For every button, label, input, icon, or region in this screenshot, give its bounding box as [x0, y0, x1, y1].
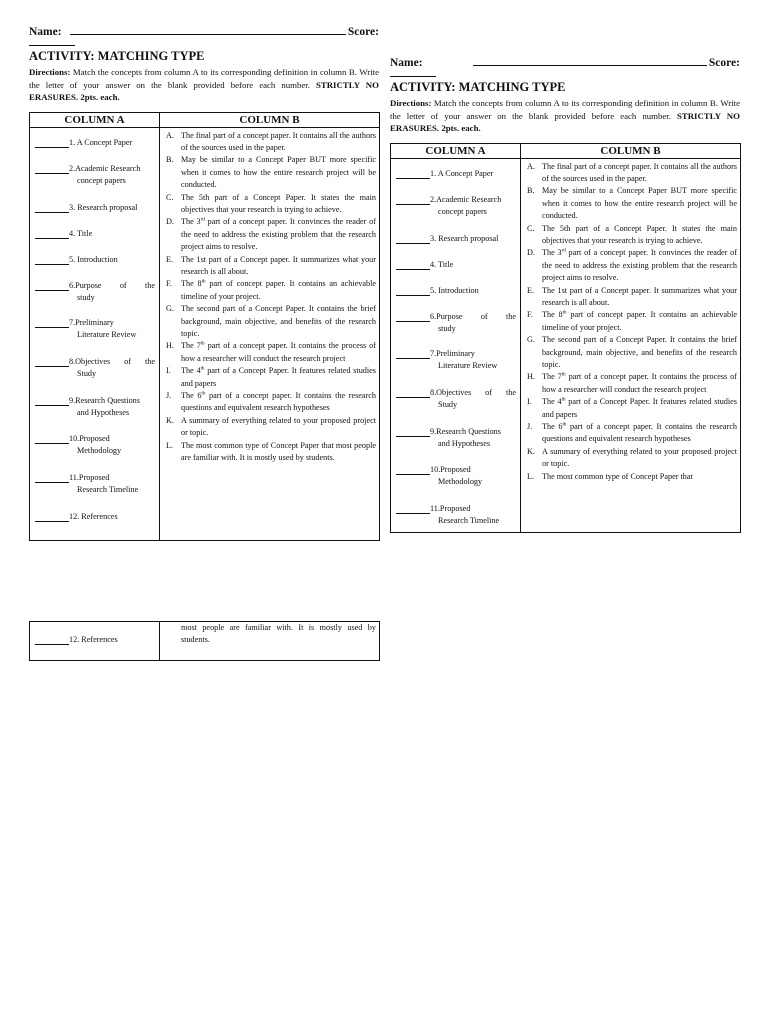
column-a-header: COLUMN A: [391, 143, 521, 158]
question-row: [35, 254, 155, 266]
question-row: [35, 395, 155, 407]
choice-item: G. The second part of a Concept Paper. It contains the brief background, main objective, and benefits of the research topic.: [166, 304, 376, 338]
question-text: 3. Research proposal: [69, 202, 138, 212]
question-text: 8.Objectives of the: [430, 387, 516, 397]
choice-item: H. The 7th part of a concept paper. It contains the process of how a researcher will conduct the research project: [527, 372, 737, 394]
answer-blank[interactable]: [35, 433, 69, 444]
question-row: [35, 317, 155, 329]
question-row: [35, 202, 155, 214]
choice-item: D. The 3rd part of a concept paper. It convinces the reader of the need to address the existing problem that the research project aims to resolve.: [527, 248, 737, 283]
answer-blank[interactable]: [35, 356, 69, 367]
answer-blank[interactable]: [35, 254, 69, 265]
choice-item: J. The 6th part of a concept paper. It contains the research questions and equivalent research hypotheses: [166, 391, 376, 413]
score-label: Score:: [347, 26, 379, 38]
answer-blank[interactable]: [396, 464, 430, 475]
column-a-cell: [391, 158, 521, 532]
question-row: [35, 356, 155, 368]
continuation-question-cell: [30, 622, 160, 661]
choice-list: [521, 159, 740, 484]
question-row: [396, 194, 516, 206]
worksheet-left: [29, 26, 379, 541]
question-text: 4. Title: [69, 228, 93, 238]
answer-blank[interactable]: [396, 233, 430, 244]
answer-blank[interactable]: [35, 317, 69, 328]
choice-item: B. May be similar to a Concept Paper BUT more specific when it comes to how the entire research project will be conducted.: [166, 155, 376, 190]
question-text: 7.Preliminary: [69, 317, 114, 327]
answer-blank[interactable]: [396, 168, 430, 179]
answer-blank[interactable]: [396, 348, 430, 359]
question-continuation: Study: [77, 368, 97, 378]
choice-item: I. The 4th part of a Concept Paper. It features related studies and papers: [166, 366, 376, 388]
directions-label: Directions:: [390, 98, 432, 108]
choice-item: D. The 3rd part of a concept paper. It convinces the reader of the need to address the existing problem that the research project aims to resolve.: [166, 217, 376, 252]
question-text: 4. Title: [430, 259, 454, 269]
column-b-header: COLUMN B: [521, 143, 741, 158]
question-text: 1. A Concept Paper: [430, 168, 494, 178]
name-score-line: [390, 57, 740, 69]
directions-text: Match the concepts from column A to its corresponding definition in column B. Write the letter of your answer on the blank provided before each number.: [29, 67, 379, 90]
question-text: 9.Research Questions: [430, 426, 501, 436]
directions: [29, 66, 379, 104]
choice-item: F. The 8th part of concept paper. It contains an achievable timeline of your project.: [166, 279, 376, 301]
question-text: 6.Purpose of the: [69, 280, 155, 290]
question-row: [396, 233, 516, 245]
question-continuation: study: [77, 292, 95, 302]
question-row: [35, 634, 155, 646]
continuation-text-cell: [160, 622, 380, 661]
choice-item: A. The final part of a concept paper. It contains all the authors of the sources used in the paper.: [527, 161, 737, 183]
choice-item: J. The 6th part of a concept paper. It contains the research questions and equivalent research hypotheses: [527, 422, 737, 444]
directions-label: Directions:: [29, 67, 71, 77]
column-b-cell: [521, 158, 741, 532]
directions-emphasis: STRICTLY NO ERASURES. 2pts. each.: [29, 79, 379, 102]
question-row: [35, 280, 155, 292]
question-continuation: Study: [438, 399, 458, 409]
name-label: Name:: [29, 26, 62, 38]
question-text: 1. A Concept Paper: [69, 137, 133, 147]
question-row: [35, 433, 155, 445]
question-row: [396, 464, 516, 476]
choice-item: K. A summary of everything related to your proposed project or topic.: [527, 446, 737, 469]
question-continuation: concept papers: [438, 206, 487, 216]
directions-emphasis: STRICTLY NO ERASURES. 2pts. each.: [390, 110, 740, 133]
answer-blank[interactable]: [396, 259, 430, 270]
question-text: 12. References: [69, 511, 118, 521]
question-row: [35, 137, 155, 149]
question-text: 11.Proposed: [69, 472, 110, 482]
answer-blank[interactable]: [35, 280, 69, 291]
answer-blank[interactable]: [396, 311, 430, 322]
question-continuation: and Hypotheses: [77, 407, 130, 417]
question-row: [396, 259, 516, 271]
answer-blank[interactable]: [396, 387, 430, 398]
score-blank[interactable]: [29, 38, 75, 46]
question-continuation: Methodology: [438, 476, 483, 486]
question-row: [35, 228, 155, 240]
choice-item: L. The most common type of Concept Paper that most people are familiar with. It is mostly used by students.: [166, 440, 376, 463]
question-text: 6.Purpose of the: [430, 311, 516, 321]
choice-item: C. The 5th part of a Concept Paper. It states the main objectives that your research is trying to achieve.: [527, 223, 737, 245]
question-text: 2.Academic Research: [430, 194, 502, 204]
choice-item: K. A summary of everything related to your proposed project or topic.: [166, 415, 376, 438]
choice-item: B. May be similar to a Concept Paper BUT more specific when it comes to how the entire research project will be conducted.: [527, 186, 737, 221]
question-continuation: Research Timeline: [77, 484, 139, 494]
continuation-text: most people are familiar with. It is mostly used by students.: [181, 623, 376, 645]
name-blank[interactable]: [70, 26, 346, 35]
question-text: 10.Proposed: [69, 433, 110, 443]
score-blank[interactable]: [390, 69, 436, 77]
activity-title: ACTIVITY: MATCHING TYPE: [29, 49, 205, 63]
answer-blank[interactable]: [35, 202, 69, 213]
choice-item: F. The 8th part of concept paper. It contains an achievable timeline of your project.: [527, 310, 737, 332]
answer-blank[interactable]: [35, 511, 69, 522]
column-a-cell: [30, 127, 160, 540]
question-row: [396, 168, 516, 180]
column-b-cell: [160, 127, 380, 540]
name-blank[interactable]: [473, 57, 707, 66]
question-row: [396, 311, 516, 323]
choice-item: E. The 1st part of a Concept paper. It summarizes what your research is all about.: [166, 254, 376, 276]
choice-item: G. The second part of a Concept Paper. It contains the brief background, main objective, and benefits of the research topic.: [527, 335, 737, 369]
name-score-line: [29, 26, 379, 38]
question-row: [396, 285, 516, 297]
question-continuation: Literature Review: [77, 329, 137, 339]
score-label: Score:: [708, 57, 740, 69]
answer-blank[interactable]: [396, 285, 430, 296]
question-row: [35, 163, 155, 175]
question-continuation: Literature Review: [438, 360, 498, 370]
answer-blank[interactable]: [396, 194, 430, 205]
continuation-table: [29, 621, 380, 661]
choice-item: A. The final part of a concept paper. It contains all the authors of the sources used in the paper.: [166, 130, 376, 152]
matching-table: [29, 112, 380, 541]
question-text: 8.Objectives of the: [69, 356, 155, 366]
question-row: [35, 472, 155, 484]
choice-item: C. The 5th part of a Concept Paper. It states the main objectives that your research is trying to achieve.: [166, 192, 376, 214]
question-text: 11.Proposed: [430, 503, 471, 513]
question-continuation: Research Timeline: [438, 515, 500, 525]
answer-blank[interactable]: [35, 395, 69, 406]
question-text: 9.Research Questions: [69, 395, 140, 405]
worksheet-right: [390, 57, 740, 533]
choice-item: E. The 1st part of a Concept paper. It summarizes what your research is all about.: [527, 285, 737, 307]
question-text: 5. Introduction: [69, 254, 118, 264]
question-row: [396, 503, 516, 515]
question-continuation: concept papers: [77, 175, 126, 185]
question-row: [396, 348, 516, 360]
answer-blank[interactable]: [35, 137, 69, 148]
question-text: 3. Research proposal: [430, 233, 499, 243]
choice-item-partial: L. The most common type of Concept Paper that: [527, 471, 693, 481]
question-row: [396, 387, 516, 399]
answer-blank[interactable]: [396, 503, 430, 514]
question-text: 5. Introduction: [430, 285, 479, 295]
question-text: 10.Proposed: [430, 464, 471, 474]
choice-item: I. The 4th part of a Concept Paper. It features related studies and papers: [527, 397, 737, 419]
question-continuation: study: [438, 323, 456, 333]
answer-blank[interactable]: [35, 163, 69, 174]
answer-blank[interactable]: [35, 228, 69, 239]
name-label: Name:: [390, 57, 423, 69]
question-row: [396, 426, 516, 438]
question-text: 12. References: [69, 635, 118, 644]
directions: [390, 97, 740, 135]
directions-text: Match the concepts from column A to its corresponding definition in column B. Write the letter of your answer on the blank provided before each number.: [390, 98, 740, 121]
choice-list: [160, 128, 379, 465]
answer-blank[interactable]: [35, 472, 69, 483]
answer-blank[interactable]: [396, 426, 430, 437]
question-continuation: and Hypotheses: [438, 438, 491, 448]
answer-blank[interactable]: [35, 634, 69, 645]
activity-title: ACTIVITY: MATCHING TYPE: [390, 80, 566, 94]
question-text: 2.Academic Research: [69, 163, 141, 173]
column-b-header: COLUMN B: [160, 112, 380, 127]
question-row: [35, 511, 155, 523]
continuation-box: [29, 621, 380, 661]
question-continuation: Methodology: [77, 445, 122, 455]
question-text: 7.Preliminary: [430, 348, 475, 358]
choice-item: H. The 7th part of a concept paper. It contains the process of how a researcher will conduct the research project: [166, 341, 376, 363]
column-a-header: COLUMN A: [30, 112, 160, 127]
matching-table: [390, 143, 741, 533]
